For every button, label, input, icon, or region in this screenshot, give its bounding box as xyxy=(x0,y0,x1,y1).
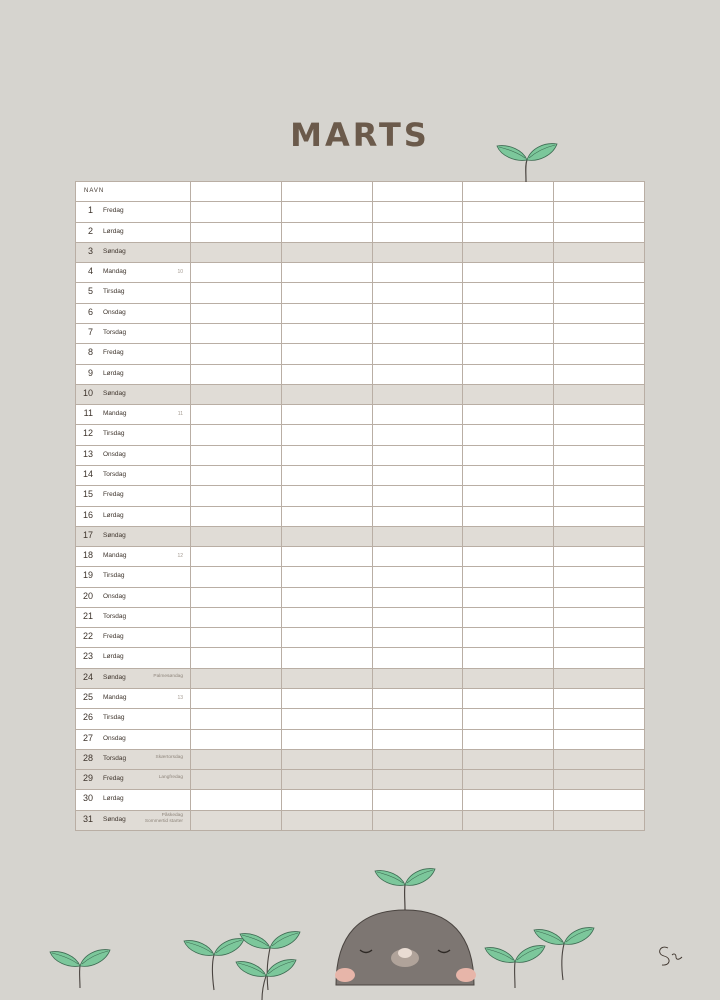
day-name: Onsdag xyxy=(103,592,126,600)
day-number: 16 xyxy=(82,509,93,520)
signature-icon xyxy=(660,947,682,965)
day-number: 4 xyxy=(87,266,93,277)
day-number: 2 xyxy=(87,225,93,236)
day-number: 24 xyxy=(82,671,93,682)
day-name: Tirsdag xyxy=(103,714,125,722)
day-name: Søndag xyxy=(103,531,126,539)
day-number: 1 xyxy=(87,205,93,216)
sprout-icon xyxy=(184,939,244,990)
day-number: 14 xyxy=(82,468,93,479)
week-number: 10 xyxy=(177,269,183,276)
day-name: Søndag xyxy=(103,389,126,397)
holiday-note-line: Sommertid starter xyxy=(144,818,183,824)
day-name: Mandag xyxy=(103,268,127,276)
day-number: 26 xyxy=(82,712,93,723)
day-name: Onsdag xyxy=(103,734,126,742)
day-number: 30 xyxy=(82,793,93,804)
day-number: 31 xyxy=(82,813,93,824)
day-name: Lørdag xyxy=(103,511,124,519)
day-name: Torsdag xyxy=(103,612,127,620)
day-name: Søndag xyxy=(103,673,126,681)
name-header-label: NAVN xyxy=(84,188,105,194)
day-number: 18 xyxy=(82,550,93,561)
day-name: Søndag xyxy=(103,815,126,823)
day-name: Fredag xyxy=(103,349,124,357)
day-number: 12 xyxy=(82,428,93,439)
day-number: 29 xyxy=(82,773,93,784)
day-name: Mandag xyxy=(103,410,127,418)
day-number: 15 xyxy=(82,489,93,500)
day-name: Torsdag xyxy=(103,328,127,336)
day-name: Onsdag xyxy=(103,450,126,458)
day-name: Fredag xyxy=(103,775,124,783)
day-name: Lørdag xyxy=(103,795,124,803)
day-number: 28 xyxy=(82,752,93,763)
day-name: Mandag xyxy=(103,694,127,702)
day-name: Torsdag xyxy=(103,470,127,478)
day-number: 7 xyxy=(87,326,93,337)
holiday-note: Skærtorsdag xyxy=(155,754,183,760)
sprout-icon xyxy=(534,928,594,980)
day-number: 20 xyxy=(82,590,93,601)
day-name: Søndag xyxy=(103,247,126,255)
day-number: 21 xyxy=(82,610,93,621)
day-name: Lørdag xyxy=(103,369,124,377)
holiday-note: Palmesøndag xyxy=(153,673,183,679)
day-name: Lørdag xyxy=(103,227,124,235)
week-number: 11 xyxy=(177,411,183,418)
sprout-icon xyxy=(485,946,545,988)
day-name: Tirsdag xyxy=(103,288,125,296)
day-number: 6 xyxy=(87,306,93,317)
day-number: 27 xyxy=(82,732,93,743)
holiday-note-line: Påskedag xyxy=(161,812,183,818)
day-name: Fredag xyxy=(103,207,124,215)
mole-icon xyxy=(335,869,476,985)
day-number: 8 xyxy=(87,347,93,358)
holiday-note: Langfredag xyxy=(158,775,183,781)
day-number: 3 xyxy=(87,245,93,256)
day-number: 19 xyxy=(82,570,93,581)
day-number: 25 xyxy=(82,692,93,703)
sprout-icon xyxy=(236,960,296,1000)
day-name: Lørdag xyxy=(103,653,124,661)
day-name: Onsdag xyxy=(103,308,126,316)
day-name: Fredag xyxy=(103,491,124,499)
day-number: 17 xyxy=(82,529,93,540)
day-number: 13 xyxy=(82,448,93,459)
day-name: Torsdag xyxy=(103,754,127,762)
sprout-icon xyxy=(50,950,110,988)
month-title: MARTS xyxy=(290,116,430,154)
day-name: Tirsdag xyxy=(103,572,125,580)
day-number: 9 xyxy=(87,367,93,378)
day-number: 5 xyxy=(87,286,93,297)
day-number: 10 xyxy=(82,387,93,398)
week-number: 13 xyxy=(177,695,183,702)
day-number: 22 xyxy=(82,631,93,642)
week-number: 12 xyxy=(177,553,183,560)
sprout-icon xyxy=(497,144,557,182)
day-number: 11 xyxy=(83,408,93,419)
day-name: Tirsdag xyxy=(103,430,125,438)
day-number: 23 xyxy=(82,651,93,662)
day-name: Fredag xyxy=(103,633,124,641)
day-name: Mandag xyxy=(103,552,127,560)
